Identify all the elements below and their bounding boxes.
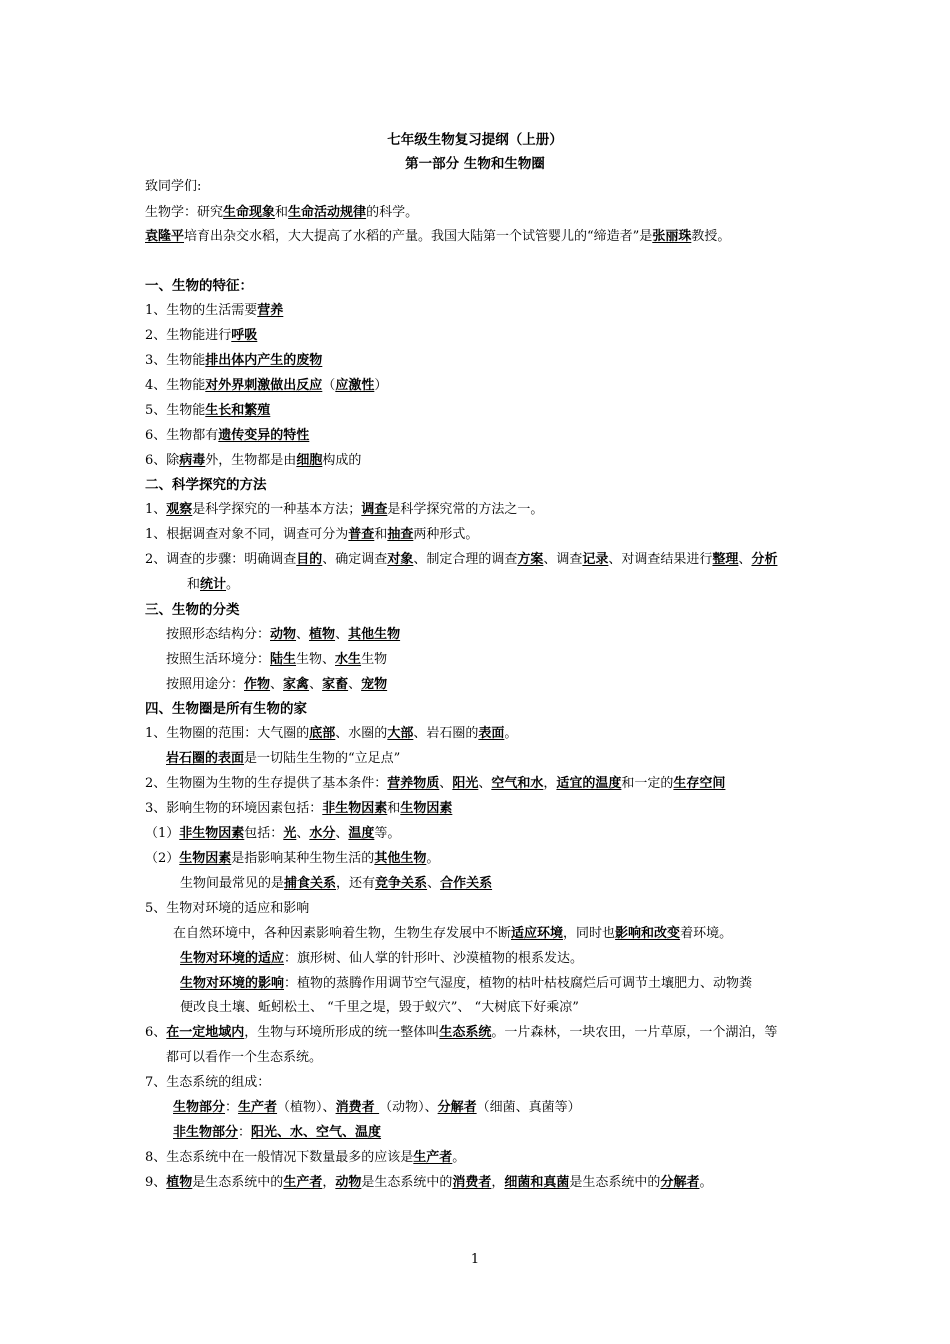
- key-term: 生物因素: [400, 801, 453, 816]
- outline-line: [145, 601, 240, 620]
- line-text: 6、除: [145, 453, 180, 468]
- outline-line: [166, 1049, 322, 1067]
- line-text: ：: [238, 1125, 252, 1140]
- outline-line: [173, 1124, 381, 1142]
- section-heading: 四、生物圈是所有生物的家: [145, 701, 307, 717]
- line-text: 是生态系统中的: [361, 1175, 453, 1190]
- key-term: 整理: [712, 552, 739, 567]
- line-text: 。: [699, 1175, 713, 1190]
- line-text: 、调查: [543, 552, 583, 567]
- outline-line: [145, 228, 730, 246]
- line-text: （细菌、真菌等）: [476, 1100, 581, 1115]
- key-term: 生物对环境的影响: [180, 976, 285, 991]
- key-term: 生物部分: [173, 1100, 226, 1115]
- outline-line: [145, 352, 322, 370]
- line-text: ，生物与环境所形成的统一整体叫: [244, 1025, 440, 1040]
- outline-line: [166, 651, 387, 669]
- line-text: 生物: [361, 652, 388, 667]
- outline-line: [180, 975, 752, 993]
- key-term: 非生物部分: [173, 1125, 239, 1140]
- outline-line: [145, 204, 418, 222]
- key-term: 营养物质: [387, 776, 440, 791]
- outline-line: [145, 277, 253, 296]
- line-text: 、确定调查: [322, 552, 388, 567]
- line-text: ：: [225, 1100, 239, 1115]
- line-text: ，还有: [336, 876, 376, 891]
- outline-line: [145, 501, 543, 519]
- line-text: 生物、: [296, 652, 336, 667]
- line-text: 5、生物能: [145, 403, 206, 418]
- key-term: 捕食关系: [284, 876, 337, 891]
- key-term: 应激性: [335, 378, 375, 393]
- line-text: 5、生物对环境的适应和影响: [145, 901, 310, 916]
- outline-line: [180, 950, 583, 968]
- line-text: 是科学探究的一种基本方法；: [192, 502, 362, 517]
- key-term: 在一定地域内: [166, 1025, 245, 1040]
- key-term: 生态系统: [439, 1025, 492, 1040]
- key-term: 植物: [309, 627, 336, 642]
- line-text: 、: [478, 776, 492, 791]
- key-term: 生存空间: [673, 776, 726, 791]
- outline-line: [166, 626, 400, 644]
- key-term: 动物: [270, 627, 297, 642]
- outline-line: [145, 452, 361, 470]
- key-term: 细胞: [296, 453, 323, 468]
- key-term: 生产者: [238, 1100, 278, 1115]
- line-text: 教授。: [691, 229, 731, 244]
- line-text: 1、: [145, 502, 167, 517]
- line-text: 。: [504, 726, 518, 741]
- line-text: （1）: [145, 826, 180, 841]
- line-text: ，同时也: [563, 926, 616, 941]
- key-term: 生命活动规律: [288, 205, 367, 220]
- key-term: 抽查: [387, 527, 414, 542]
- key-term: 家畜: [322, 677, 349, 692]
- line-text: 和: [187, 577, 201, 592]
- key-term: 呼吸: [231, 328, 258, 343]
- line-text: 2、生物圈为生物的生存提供了基本条件：: [145, 776, 388, 791]
- outline-line: [166, 676, 387, 694]
- line-text: ）: [374, 378, 388, 393]
- line-text: 是指影响某种生物生活的: [231, 851, 375, 866]
- key-term: 普查: [348, 527, 375, 542]
- line-text: 在自然环境中，各种因素影响着生物，生物生存发展中不断: [173, 926, 512, 941]
- key-term: 家禽: [283, 677, 310, 692]
- line-text: 、: [348, 677, 362, 692]
- line-text: 等。: [374, 826, 401, 841]
- line-text: 6、生物都有: [145, 428, 219, 443]
- line-text: 培育出杂交水稻，大大提高了水稻的产量。我国大陆第一个试管婴儿的“缔造者”是: [184, 229, 653, 244]
- line-text: 按照用途分：: [166, 677, 245, 692]
- key-term: 合作关系: [440, 876, 493, 891]
- line-text: 。: [452, 1150, 466, 1165]
- key-term: 生物对环境的适应: [180, 951, 285, 966]
- outline-line: [145, 551, 777, 569]
- key-term: 消费者: [335, 1100, 380, 1115]
- key-term: 遗传变异的特性: [218, 428, 310, 443]
- key-term: 表面: [478, 726, 505, 741]
- key-term: 空气和水: [491, 776, 544, 791]
- key-term: 其他生物: [348, 627, 401, 642]
- key-term: 其他生物: [374, 851, 427, 866]
- line-text: 便改良土壤、蚯蚓松土、 “千里之堤，毁于蚁穴”、 “大树底下好乘凉”: [180, 1000, 579, 1015]
- key-term: 细菌和真菌: [504, 1175, 570, 1190]
- line-text: 。一片森林，一块农田，一片草原，一个湖泊，等: [491, 1025, 778, 1040]
- key-term: 目的: [296, 552, 323, 567]
- key-term: 生产者: [283, 1175, 323, 1190]
- line-text: 、: [439, 776, 453, 791]
- outline-line: [180, 999, 579, 1017]
- key-term: 非生物因素: [179, 826, 245, 841]
- key-term: 病毒: [179, 453, 206, 468]
- line-text: ，: [322, 1175, 336, 1190]
- section-heading: 一、生物的特征：: [145, 278, 253, 294]
- outline-line: [145, 900, 309, 918]
- line-text: 。: [226, 577, 240, 592]
- key-term: 阳光、水、空气、温度: [251, 1125, 382, 1140]
- line-text: 生物间最常见的是: [180, 876, 285, 891]
- key-term: 生物因素: [179, 851, 232, 866]
- key-term: 排出体内产生的废物: [205, 353, 323, 368]
- line-text: ，: [543, 776, 557, 791]
- outline-line: [145, 1074, 270, 1092]
- outline-line: [145, 700, 307, 719]
- line-text: 2、调查的步骤：明确调查: [145, 552, 297, 567]
- outline-line: [145, 775, 725, 793]
- key-term: 陆生: [270, 652, 297, 667]
- part-heading: 第一部分 生物和生物圈: [405, 156, 545, 172]
- line-text: 、: [296, 826, 310, 841]
- outline-line: [145, 302, 283, 320]
- outline-line: [145, 1149, 465, 1167]
- key-term: 温度: [348, 826, 375, 841]
- line-text: 、: [335, 826, 349, 841]
- line-text: 和: [275, 205, 289, 220]
- line-text: 两种形式。: [413, 527, 479, 542]
- line-text: 是一切陆生生物的“立足点”: [244, 751, 401, 766]
- line-text: 8、生态系统中在一般情况下数量最多的应该是: [145, 1150, 414, 1165]
- outline-line: [173, 925, 732, 943]
- line-text: 和一定的: [621, 776, 674, 791]
- outline-line: [166, 750, 400, 768]
- outline-line: [145, 800, 452, 818]
- outline-line: [180, 875, 492, 893]
- key-term: 调查: [361, 502, 388, 517]
- outline-line: [145, 725, 517, 743]
- line-text: 、水圈的: [335, 726, 388, 741]
- key-term: 方案: [517, 552, 544, 567]
- line-text: 是生态系统中的: [569, 1175, 661, 1190]
- line-text: 构成的: [322, 453, 362, 468]
- line-text: 1、生物圈的范围：大气圈的: [145, 726, 310, 741]
- key-term: 水生: [335, 652, 362, 667]
- outline-line: [145, 327, 257, 345]
- line-text: ：植物的蒸腾作用调节空气湿度，植物的枯叶枯枝腐烂后可调节土壤肥力、动物粪: [284, 976, 753, 991]
- outline-line: [145, 850, 439, 868]
- line-text: 3、生物能: [145, 353, 206, 368]
- section-heading: 二、科学探究的方法: [145, 477, 267, 493]
- key-term: 水分: [309, 826, 336, 841]
- key-term: 分解者: [660, 1175, 700, 1190]
- key-term: 底部: [309, 726, 336, 741]
- line-text: 2、生物能进行: [145, 328, 232, 343]
- line-text: 和: [387, 801, 401, 816]
- key-term: 营养: [257, 303, 284, 318]
- key-term: 对外界刺激做出反应: [205, 378, 323, 393]
- key-term: 大部: [387, 726, 414, 741]
- line-text: 、: [738, 552, 752, 567]
- line-text: 7、生态系统的组成：: [145, 1075, 271, 1090]
- line-text: 、对调查结果进行: [608, 552, 713, 567]
- line-text: 1、生物的生活需要: [145, 303, 258, 318]
- key-term: 统计: [200, 577, 227, 592]
- outline-line: [145, 476, 267, 495]
- line-text: （植物）、: [277, 1100, 336, 1115]
- outline-line: [187, 576, 239, 594]
- outline-line: [145, 1174, 712, 1192]
- line-text: 、制定合理的调查: [413, 552, 518, 567]
- document-title: 七年级生物复习提纲（上册）: [387, 132, 563, 148]
- line-text: （2）: [145, 851, 180, 866]
- key-term: 观察: [166, 502, 193, 517]
- line-text: （动物）、: [379, 1100, 438, 1115]
- outline-line: [145, 526, 478, 544]
- line-text: 是生态系统中的: [192, 1175, 284, 1190]
- line-text: 、: [427, 876, 441, 891]
- line-text: 外，生物都是由: [205, 453, 297, 468]
- key-term: 适宜的温度: [556, 776, 622, 791]
- key-term: 记录: [582, 552, 609, 567]
- key-term: 适应环境: [511, 926, 564, 941]
- line-text: 、岩石圈的: [413, 726, 479, 741]
- page-number: 1: [470, 1252, 480, 1267]
- line-text: 按照形态结构分：: [166, 627, 271, 642]
- line-text: 4、生物能: [145, 378, 206, 393]
- outline-line: [145, 1024, 777, 1042]
- line-text: 9、: [145, 1175, 167, 1190]
- key-term: 对象: [387, 552, 414, 567]
- key-term: 生长和繁殖: [205, 403, 271, 418]
- greeting: 致同学们:: [145, 179, 202, 194]
- line-text: 和: [374, 527, 388, 542]
- key-term: 动物: [335, 1175, 362, 1190]
- key-term: 竞争关系: [375, 876, 428, 891]
- key-term: 阳光: [452, 776, 479, 791]
- outline-line: [173, 1099, 581, 1117]
- key-term: 袁隆平: [145, 229, 185, 244]
- line-text: 3、影响生物的环境因素包括：: [145, 801, 323, 816]
- key-term: 生命现象: [223, 205, 276, 220]
- key-term: 非生物因素: [322, 801, 388, 816]
- line-text: 、: [270, 677, 284, 692]
- key-term: 影响和改变: [615, 926, 681, 941]
- key-term: 分析: [751, 552, 778, 567]
- key-term: 光: [283, 826, 297, 841]
- line-text: 是科学探究常的方法之一。: [387, 502, 544, 517]
- outline-line: [145, 402, 270, 420]
- line-text: ：旗形树、仙人掌的针形叶、沙漠植物的根系发达。: [284, 951, 584, 966]
- key-term: 植物: [166, 1175, 193, 1190]
- outline-line: [145, 377, 387, 395]
- line-text: 1、根据调查对象不同，调查可分为: [145, 527, 349, 542]
- line-text: 、: [335, 627, 349, 642]
- line-text: 生物学：研究: [145, 205, 224, 220]
- key-term: 作物: [244, 677, 271, 692]
- key-term: 消费者: [452, 1175, 492, 1190]
- line-text: 6、: [145, 1025, 167, 1040]
- line-text: 都可以看作一个生态系统。: [166, 1050, 323, 1065]
- line-text: 。: [426, 851, 440, 866]
- line-text: 着环境。: [680, 926, 733, 941]
- outline-line: [145, 825, 400, 843]
- line-text: 包括：: [244, 826, 284, 841]
- key-term: 宠物: [361, 677, 388, 692]
- key-term: 生产者: [413, 1150, 453, 1165]
- key-term: 张丽珠: [652, 229, 692, 244]
- line-text: 、: [296, 627, 310, 642]
- line-text: 按照生活环境分：: [166, 652, 271, 667]
- key-term: 分解者: [437, 1100, 477, 1115]
- line-text: （: [322, 378, 336, 393]
- line-text: 的科学。: [366, 205, 419, 220]
- outline-line: [145, 427, 309, 445]
- line-text: ，: [491, 1175, 505, 1190]
- line-text: 、: [309, 677, 323, 692]
- section-heading: 三、生物的分类: [145, 602, 240, 618]
- key-term: 岩石圈的表面: [166, 751, 245, 766]
